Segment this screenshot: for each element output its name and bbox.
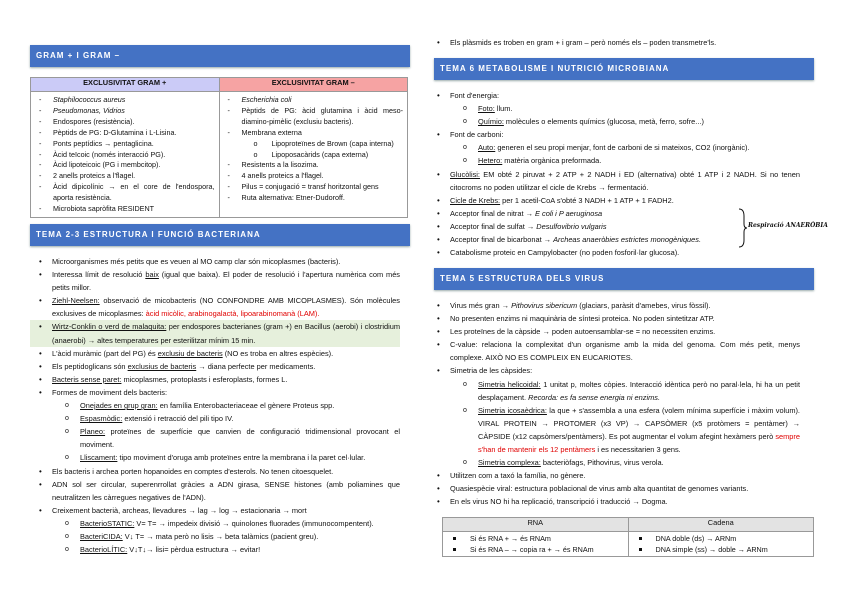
- list-item: [35, 150, 215, 161]
- sub-list-item: [224, 150, 404, 161]
- item-text: molècules o elements químics (glucosa, metà, ferro, sofre...): [503, 117, 704, 127]
- list-item: [224, 106, 404, 128]
- list-item: [428, 469, 800, 482]
- list-item: [30, 320, 400, 346]
- section-header-tema23: TEMA 2-3 ESTRUCTURA I FUNCIÓ BACTERIANA: [30, 224, 410, 246]
- item-text: Quasiespècie viral: estructura poblacional de virus amb alta quantitat de genomes variants.: [450, 484, 749, 494]
- item-text: la que + s'assembla a una esfera (volem mínima superfície i màxim volum). VIRAL PROTEIN → PROTOMER (x3 VP) → CAPSÒMER (x5 protòmers = pentàmer) → CÀPSIDE (x12 capsòmers/pentàmers). Es pot augmentar el volum afegint hexàmers però: [478, 405, 800, 441]
- list-item: [224, 160, 404, 171]
- term-label: baix: [145, 270, 159, 280]
- item-text: Pilus = conjugació = transf horitzontal gens: [241, 182, 379, 192]
- item-text: Desulfovibrio vulgaris: [536, 221, 607, 231]
- term-label: Wirtz-Conklin o verd de malaquita:: [52, 322, 167, 332]
- cell-text: Si és RNA – → copia ra + → és RNAm: [470, 545, 594, 554]
- item-text: observació de micobacteris (NO CONFONDRE AMB MICOPLASMES). Són molècules exclusives de micoplasmes:: [52, 296, 400, 319]
- sub-list-item: [428, 404, 800, 456]
- list-item: [30, 465, 400, 478]
- term-label: Glucòlisi:: [450, 169, 480, 179]
- item-text: Àcid dipicolínic → en el core de l'endospora, aporta resistència.: [53, 182, 215, 203]
- sub-list-item: [428, 115, 800, 128]
- list-item: [428, 299, 800, 312]
- term-label: Simetria icosaèdrica:: [478, 405, 547, 415]
- item-text: Simetria de les càpsides:: [450, 366, 533, 376]
- term-label: Auto:: [478, 143, 496, 153]
- item-text: Lipoproteïnes de Brown (capa interna): [271, 138, 394, 148]
- list-item: [35, 139, 215, 150]
- item-text: Lipoposacàrids (capa externa): [271, 149, 369, 159]
- list-item: [224, 95, 404, 106]
- item-text: 1 unitat p, moltes còpies. Interacció idèntica però no paral·lela, hi ha un petit desplaçament.: [478, 379, 801, 402]
- list-item: [224, 171, 404, 182]
- list-item: [224, 128, 404, 139]
- item-text: Catabolisme proteic en Campylobacter (no poden fosforil·lar glucosa).: [450, 248, 680, 258]
- item-text: V↓ T= → mata però no lisis → beta talàmics (pacient greu).: [122, 531, 319, 541]
- term-label: BacteriCIDA:: [80, 531, 123, 541]
- item-text: micoplasmes, protoplasts i esferoplasts, formes L.: [121, 374, 288, 384]
- plasmids-list: [428, 36, 813, 49]
- item-text: Els peptidoglicans són: [52, 361, 128, 371]
- item-text: E coli i P aeruginosa: [535, 208, 603, 218]
- sub-list-item: [30, 412, 400, 425]
- term-label: Bacteris sense paret:: [52, 374, 122, 384]
- item-text: i es necessitarien 3 gens.: [595, 445, 681, 455]
- term-label: Foto:: [478, 104, 495, 114]
- list-item: [428, 338, 800, 364]
- item-text: bacteriòfags, Pithovirus, virus verola.: [540, 458, 664, 468]
- list-item: [428, 482, 800, 495]
- item-text: Interessa límit de resolució: [52, 270, 146, 280]
- tema5-list: [428, 299, 800, 509]
- item-text: Microbiota sapròfita RESIDENT: [53, 204, 155, 214]
- sub-list-item: [30, 543, 400, 556]
- term-label: Onejades en grup gran:: [80, 401, 158, 411]
- term-label: Lliscament:: [80, 453, 118, 463]
- item-text: L'àcid muràmic (part del PG) és: [52, 348, 158, 358]
- list-item: [428, 36, 813, 49]
- highlight-text: àcid micòlic, arabinogalactà, lipoarabinomanà (LAM).: [145, 309, 320, 319]
- list-item: [224, 193, 404, 204]
- list-item: [35, 106, 215, 117]
- item-text: En els virus NO hi ha replicació, transcripció i traducció → Dogma.: [450, 497, 668, 507]
- term-label: Planeo:: [80, 427, 106, 437]
- item-text: Formes de moviment dels bacteris:: [52, 387, 168, 397]
- item-text: Escherichia coli: [241, 95, 292, 104]
- sub-list-item: [428, 154, 800, 167]
- item-text: Pèptids de PG: D-Glutamina i L-Lisina.: [53, 127, 177, 137]
- list-item: [30, 478, 400, 504]
- list-item: [30, 360, 400, 373]
- list-item: [428, 364, 800, 377]
- item-text: V↓T↓→ lisi= pèrdua estructura → evitar!: [127, 545, 261, 555]
- list-item: [30, 386, 400, 399]
- item-text: → diana perfecte per medicaments.: [196, 361, 316, 371]
- item-text: No presenten enzims ni maquinària de síntesi proteica. No poden sintetitzar ATP.: [450, 314, 715, 324]
- gram-pos-list: [31, 92, 219, 217]
- cadena-header: Cadena: [628, 518, 814, 532]
- sub-list-item: [30, 425, 400, 451]
- item-text: per 1 acetil-CoA s'obté 3 NADH + 1 ATP + 1 FADH2.: [500, 195, 674, 205]
- table-cell: [447, 544, 624, 555]
- list-item: [35, 160, 215, 171]
- item-text: 2 anells proteics a l'flagel.: [53, 171, 136, 181]
- term-label: exclusiu de bacteris: [157, 348, 223, 358]
- list-item: [428, 246, 800, 259]
- item-text: Font de carboni:: [450, 130, 504, 140]
- table-cell: [447, 533, 624, 544]
- item-text: (glaciars, paràsit d'amebes, virus fòssil).: [577, 301, 711, 310]
- list-item: [30, 268, 400, 294]
- item-text: Creixement bacterià, archeas, llevadures → lag → log → estacionaria → mort: [52, 505, 307, 515]
- term-label: BacterioLÍTIC:: [80, 545, 128, 555]
- handwritten-annotation: Respiració ANAERÒBIA: [748, 222, 828, 229]
- item-text: generen el seu propi menjar, font de carboni de si mateixos, CO2 (inorgànic).: [495, 143, 750, 153]
- item-text: Pèptids de PG: àcid glutamina i àcid meso-diamino-pimèlic (exclusiu bacteris).: [241, 105, 403, 126]
- sub-list-item: [30, 530, 400, 543]
- list-item: [428, 194, 800, 207]
- item-text: C-value: relaciona la complexitat d'un organisme amb la mida del genoma. Com més petit, menys complexe. AIXÒ NO ES COMPLEIX EN EUCARIOTES.: [450, 340, 800, 363]
- item-text: V= T= → impedeix divisió → quinolones fluorades (immunocompentent).: [134, 518, 374, 528]
- item-text: Membrana externa: [241, 127, 302, 137]
- list-item: [428, 89, 800, 102]
- list-item: [30, 373, 400, 386]
- gram-pos-header: EXCLUSIVITAT GRAM +: [31, 78, 220, 92]
- list-item: [428, 495, 800, 508]
- term-label: Simetria complexa:: [478, 458, 541, 468]
- list-item: [428, 325, 800, 338]
- item-text: Acceptor final de bicarbonat →: [450, 235, 554, 245]
- item-text: (NO es troba en altres espècies).: [222, 348, 334, 358]
- item-text: Els bacteris i archea porten hopanoides en comptes d'esterols. No tenen citoesquelet.: [52, 466, 334, 476]
- list-item: [35, 182, 215, 204]
- sub-list-item: [224, 139, 404, 150]
- brace-icon: [738, 208, 748, 248]
- term-label: Espasmòdic:: [80, 414, 123, 424]
- item-text: per endospores bacterianes (gram +) en Bacillus (aerobi) i clostridium (anaerobi) → altes temperatures per esterilitzar mínim 15 min.: [52, 322, 400, 345]
- list-item: [30, 347, 400, 360]
- item-text: ADN sol ser circular, superenrrollat gràcies a ADN girasa, SENSE histones (amb poliamines que neutralitzen les càrregues negatives de l'ADN).: [52, 479, 400, 502]
- rna-table: [442, 517, 814, 557]
- item-text: tipo moviment d'oruga amb proteïnes entre la membrana i la paret cel·lular.: [117, 453, 366, 463]
- term-label: Químio:: [478, 117, 504, 127]
- item-text: Resistents a la lisozima.: [241, 160, 319, 170]
- section-header-tema6: TEMA 6 METABOLISME I NUTRICIÓ MICROBIANA: [434, 58, 814, 80]
- item-text: Ponts peptídics → pentaglicina.: [53, 138, 154, 148]
- item-text: Utilitzen com a taxó la família, no gènere.: [450, 471, 586, 481]
- item-text: matèria orgànica preformada.: [502, 156, 602, 166]
- list-item: [224, 182, 404, 193]
- item-text: Font d'energia:: [450, 91, 500, 100]
- item-text: Àcid teïcoic (només interacció PG).: [53, 149, 166, 159]
- item-text: llum.: [494, 104, 513, 114]
- item-text: (igual que baixa). El poder de resolució i l'apertura numèrica com més petits millor.: [52, 270, 401, 293]
- gram-comparison-table: [30, 77, 408, 218]
- list-item: [35, 128, 215, 139]
- list-item: [35, 171, 215, 182]
- cell-text: Si és RNA + → és RNAm: [470, 534, 551, 543]
- highlight-text: sempre s'han de mantenir els 12 pentàmers: [478, 431, 800, 455]
- sub-list-item: [428, 456, 800, 469]
- list-item: [428, 128, 800, 141]
- term-label: Cicle de Krebs:: [450, 195, 501, 205]
- sub-list-item: [30, 451, 400, 464]
- item-text: 4 anells proteics a l'flagel.: [241, 171, 324, 181]
- term-label: Ziehl-Neelsen:: [52, 296, 100, 306]
- section-header-tema5: TEMA 5 ESTRUCTURA DELS VIRUS: [434, 268, 814, 290]
- gram-neg-header: EXCLUSIVITAT GRAM –: [219, 78, 408, 92]
- list-item: [30, 504, 400, 517]
- list-item: [428, 312, 800, 325]
- item-text: Acceptor final de nitrat →: [450, 208, 536, 218]
- item-text: Microorganismes més petits que es veuen al MO camp clar són micoplasmes (bacteris).: [52, 257, 341, 266]
- rna-header: RNA: [443, 518, 629, 532]
- item-text: Àcid lipoteicoic (PG i membcitop).: [53, 160, 161, 170]
- item-text: Staphilococcus aureus: [53, 95, 126, 104]
- sub-list-item: [428, 102, 800, 115]
- list-item: [35, 95, 215, 106]
- cell-text: DNA doble (ds) → ARNm: [655, 534, 737, 543]
- sub-list-item: [30, 517, 400, 530]
- sub-list-item: [428, 378, 800, 404]
- list-item: [30, 255, 400, 268]
- list-item: [30, 294, 400, 320]
- item-text: Endospores (resistència).: [53, 116, 135, 126]
- item-text: Ruta alternativa: Etner-Dudoroff.: [241, 193, 345, 203]
- table-cell: [633, 544, 810, 555]
- item-text: Pithovirus sibericum: [511, 301, 578, 310]
- term-label: Simetria helicoidal:: [478, 379, 541, 389]
- sub-list-item: [30, 399, 400, 412]
- list-item: [428, 168, 800, 194]
- list-item: [35, 117, 215, 128]
- item-text: Archeas anaeròbies estrictes monogèniques.: [553, 235, 702, 245]
- item-text: en família Enterobacteriaceae el gènere Proteus spp.: [157, 401, 335, 411]
- item-text: Recorda: es fa sense energia ni enzims.: [528, 392, 660, 402]
- item-text: EM obté 2 piruvat + 2 ATP + 2 NADH i ED (alternativa) obté 1 ATP i 2 NADH. Si no tenen citocroms no poden utilitzar el cicle de Krebs → fermentació.: [450, 169, 800, 192]
- term-label: Hetero:: [478, 156, 503, 166]
- term-label: exclusius de bacteris: [127, 361, 197, 371]
- term-label: BacterioSTATIC:: [80, 518, 135, 528]
- section-header-gram: GRAM + I GRAM –: [30, 45, 410, 67]
- item-text: extensió i retracció del pili tipo IV.: [122, 414, 234, 424]
- item-text: proteïnes de superfície que canvien de configuració tridimensional provocant el moviment.: [80, 427, 400, 450]
- tema23-list: [30, 255, 400, 556]
- item-text: Virus més gran →: [450, 301, 512, 310]
- sub-list-item: [428, 141, 800, 154]
- item-text: Les proteïnes de la càpside → poden autoensamblar-se = no necessiten enzims.: [450, 327, 716, 337]
- item-text: Acceptor final de sulfat →: [450, 221, 537, 231]
- item-text: Els plàsmids es troben en gram + i gram – però només els – poden transmetre'ls.: [450, 38, 717, 47]
- item-text: Pseudomonas, Vidrios: [53, 105, 125, 115]
- gram-neg-list: [220, 92, 408, 206]
- cell-text: DNA simple (ss) → doble → ARNm: [655, 545, 768, 554]
- table-cell: [633, 533, 810, 544]
- list-item: [35, 204, 215, 215]
